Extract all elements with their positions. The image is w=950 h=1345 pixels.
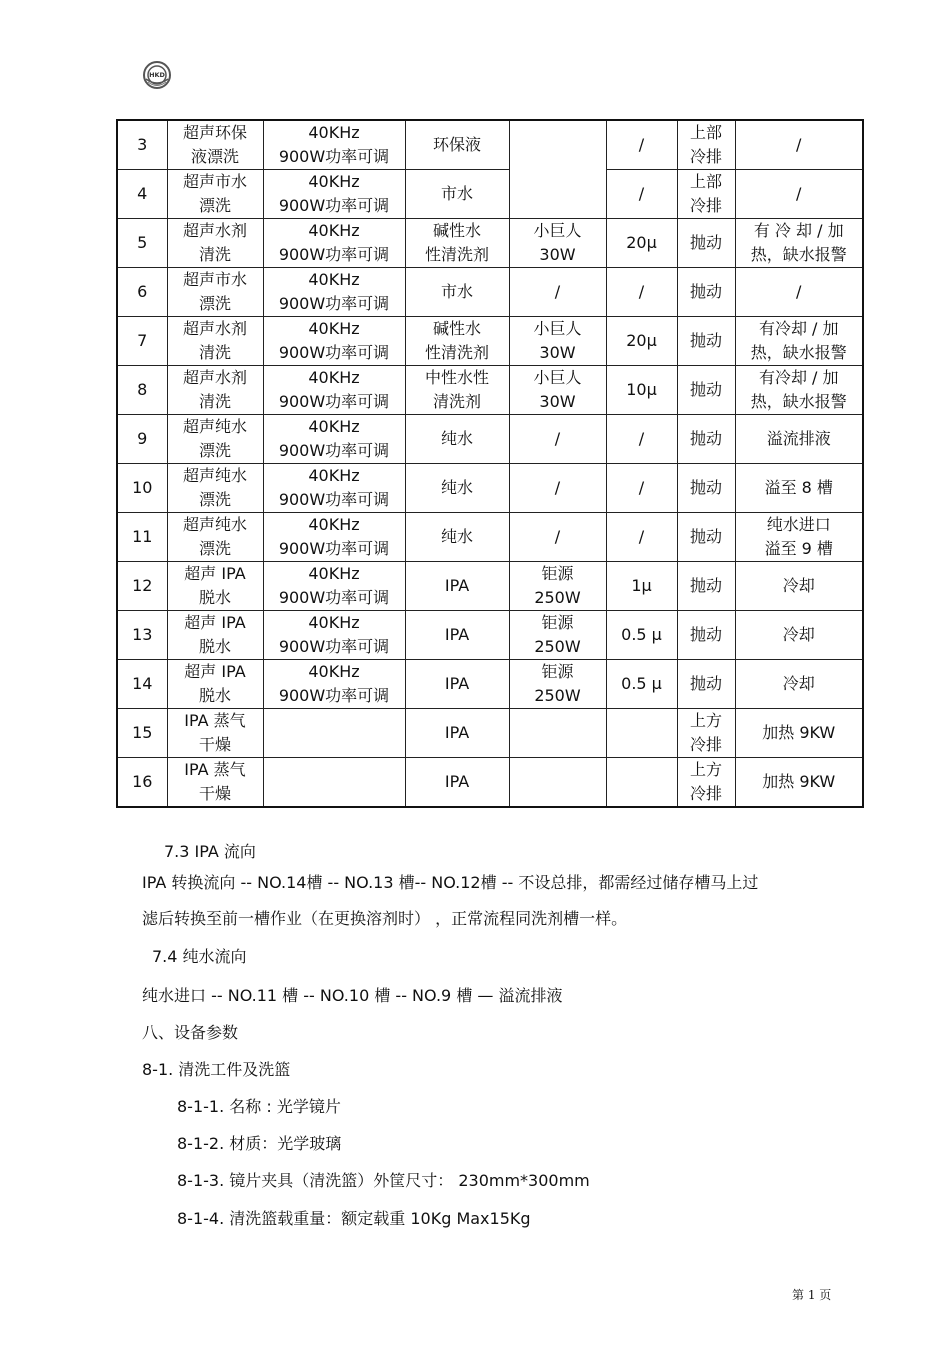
station-cell: 超声 IPA 脱水 (167, 611, 263, 660)
ultrasonic-cell: 40KHz 900W功率可调 (263, 464, 405, 513)
liquid-cell: IPA (405, 611, 509, 660)
table-row (117, 562, 863, 611)
table-row (117, 415, 863, 464)
tank-number-cell: 10 (117, 464, 167, 513)
table-row (117, 464, 863, 513)
tank-number-cell: 13 (117, 611, 167, 660)
motion-cell: 抛动 (677, 268, 735, 317)
station-cell: IPA 蒸气 干燥 (167, 709, 263, 758)
tank-number-cell: 16 (117, 758, 167, 808)
tank-number-cell: 11 (117, 513, 167, 562)
liquid-cell: 市水 (405, 170, 509, 219)
station-cell: 超声水剂 清洗 (167, 366, 263, 415)
motion-cell: 抛动 (677, 513, 735, 562)
precision-cell (606, 709, 677, 758)
tank-number-cell: 6 (117, 268, 167, 317)
section-7-3-line-1: IPA 转换流向 -- NO.14槽 -- NO.13 槽-- NO.12槽 -- 不设总排，都需经过储存槽马上过 (142, 873, 759, 892)
liquid-cell: 环保液 (405, 120, 509, 170)
tank-number-cell: 3 (117, 120, 167, 170)
filter-cell (509, 709, 606, 758)
tank-number-cell: 15 (117, 709, 167, 758)
station-cell: 超声纯水 漂洗 (167, 513, 263, 562)
liquid-cell: IPA (405, 758, 509, 808)
other-cell: 有冷却 / 加 热，缺水报警 (735, 366, 863, 415)
tank-number-cell: 9 (117, 415, 167, 464)
filter-cell: 钜源 250W (509, 562, 606, 611)
station-cell: 超声水剂 清洗 (167, 317, 263, 366)
ultrasonic-cell: 40KHz 900W功率可调 (263, 660, 405, 709)
precision-cell: / (606, 120, 677, 170)
station-cell: 超声 IPA 脱水 (167, 660, 263, 709)
ultrasonic-cell: 40KHz 900W功率可调 (263, 513, 405, 562)
other-cell: / (735, 268, 863, 317)
liquid-cell: IPA (405, 660, 509, 709)
motion-cell: 抛动 (677, 219, 735, 268)
liquid-cell: IPA (405, 562, 509, 611)
liquid-cell: 纯水 (405, 464, 509, 513)
tank-number-cell: 12 (117, 562, 167, 611)
table-row (117, 611, 863, 660)
liquid-cell: 市水 (405, 268, 509, 317)
tank-number-cell: 5 (117, 219, 167, 268)
item-8-1-4: 8-1-4. 清洗篮载重量：额定载重 10Kg Max15Kg (177, 1209, 531, 1228)
tank-number-cell: 4 (117, 170, 167, 219)
other-cell: 溢至 8 槽 (735, 464, 863, 513)
liquid-cell: 纯水 (405, 513, 509, 562)
tank-number-cell: 14 (117, 660, 167, 709)
precision-cell: / (606, 513, 677, 562)
motion-cell: 上方 冷排 (677, 709, 735, 758)
ultrasonic-cell: 40KHz 900W功率可调 (263, 611, 405, 660)
other-cell: 加热 9KW (735, 709, 863, 758)
section-8-title: 八、设备参数 (142, 1023, 239, 1042)
filter-cell: 小巨人 30W (509, 317, 606, 366)
item-8-1-2: 8-1-2. 材质：光学玻璃 (177, 1134, 342, 1153)
ultrasonic-cell: 40KHz 900W功率可调 (263, 317, 405, 366)
precision-cell: 1μ (606, 562, 677, 611)
filter-cell: / (509, 415, 606, 464)
motion-cell: 抛动 (677, 562, 735, 611)
filter-cell (509, 120, 606, 219)
ultrasonic-cell (263, 758, 405, 808)
precision-cell: / (606, 464, 677, 513)
liquid-cell: 纯水 (405, 415, 509, 464)
table-row (117, 758, 863, 808)
ultrasonic-cell: 40KHz 900W功率可调 (263, 219, 405, 268)
motion-cell: 抛动 (677, 366, 735, 415)
table-body (117, 120, 863, 807)
table-row (117, 268, 863, 317)
logo-text: HKD (149, 71, 165, 79)
section-7-4-line-1: 纯水进口 -- NO.11 槽 -- NO.10 槽 -- NO.9 槽 — 溢流排液 (142, 986, 563, 1005)
precision-cell (606, 758, 677, 808)
liquid-cell: 碱性水 性清洗剂 (405, 219, 509, 268)
item-8-1-3: 8-1-3. 镜片夹具（清洗篮）外筐尺寸： 230mm*300mm (177, 1171, 590, 1190)
station-cell: 超声纯水 漂洗 (167, 415, 263, 464)
other-cell: / (735, 170, 863, 219)
section-7-3-title: 7.3 IPA 流向 (164, 842, 256, 861)
filter-cell: 小巨人 30W (509, 366, 606, 415)
section-7-4-title: 7.4 纯水流向 (152, 947, 247, 966)
other-cell: 冷却 (735, 660, 863, 709)
table-row (117, 366, 863, 415)
station-cell: 超声 IPA 脱水 (167, 562, 263, 611)
filter-cell: / (509, 268, 606, 317)
liquid-cell: 中性水性 清洗剂 (405, 366, 509, 415)
equipment-table (116, 119, 864, 808)
other-cell: 纯水进口 溢至 9 槽 (735, 513, 863, 562)
other-cell: 冷却 (735, 611, 863, 660)
ultrasonic-cell: 40KHz 900W功率可调 (263, 366, 405, 415)
filter-cell: 钜源 250W (509, 660, 606, 709)
other-cell: 溢流排液 (735, 415, 863, 464)
other-cell: 有冷却 / 加 热，缺水报警 (735, 317, 863, 366)
liquid-cell: 碱性水 性清洗剂 (405, 317, 509, 366)
table-row (117, 317, 863, 366)
motion-cell: 抛动 (677, 660, 735, 709)
filter-cell (509, 758, 606, 808)
precision-cell: / (606, 170, 677, 219)
ultrasonic-cell: 40KHz 900W功率可调 (263, 120, 405, 170)
station-cell: 超声环保 液漂洗 (167, 120, 263, 170)
precision-cell: / (606, 268, 677, 317)
ultrasonic-cell (263, 709, 405, 758)
motion-cell: 上方 冷排 (677, 758, 735, 808)
company-logo (142, 60, 172, 90)
table-row (117, 170, 863, 219)
motion-cell: 上部 冷排 (677, 170, 735, 219)
liquid-cell: IPA (405, 709, 509, 758)
motion-cell: 上部 冷排 (677, 120, 735, 170)
section-7-3-line-2: 滤后转换至前一槽作业（在更换溶剂时） ，正常流程同洗剂槽一样。 (142, 909, 628, 928)
precision-cell: 20μ (606, 219, 677, 268)
motion-cell: 抛动 (677, 415, 735, 464)
ultrasonic-cell: 40KHz 900W功率可调 (263, 268, 405, 317)
section-8-1-title: 8-1. 清洗工件及洗篮 (142, 1060, 291, 1079)
ultrasonic-cell: 40KHz 900W功率可调 (263, 170, 405, 219)
filter-cell: / (509, 464, 606, 513)
other-cell: 冷却 (735, 562, 863, 611)
other-cell: 加热 9KW (735, 758, 863, 808)
ultrasonic-cell: 40KHz 900W功率可调 (263, 562, 405, 611)
filter-cell: 小巨人 30W (509, 219, 606, 268)
filter-cell: / (509, 513, 606, 562)
table-row (117, 219, 863, 268)
station-cell: 超声市水 漂洗 (167, 268, 263, 317)
table-row (117, 660, 863, 709)
precision-cell: 20μ (606, 317, 677, 366)
precision-cell: 0.5 μ (606, 611, 677, 660)
precision-cell: / (606, 415, 677, 464)
station-cell: 超声市水 漂洗 (167, 170, 263, 219)
station-cell: IPA 蒸气 干燥 (167, 758, 263, 808)
other-cell: / (735, 120, 863, 170)
table-row (117, 513, 863, 562)
table-row (117, 709, 863, 758)
filter-cell: 钜源 250W (509, 611, 606, 660)
ultrasonic-cell: 40KHz 900W功率可调 (263, 415, 405, 464)
motion-cell: 抛动 (677, 317, 735, 366)
motion-cell: 抛动 (677, 464, 735, 513)
table-row (117, 120, 863, 170)
precision-cell: 10μ (606, 366, 677, 415)
tank-number-cell: 8 (117, 366, 167, 415)
motion-cell: 抛动 (677, 611, 735, 660)
other-cell: 有 冷 却 / 加 热，缺水报警 (735, 219, 863, 268)
precision-cell: 0.5 μ (606, 660, 677, 709)
page-number: 第 1 页 (792, 1288, 832, 1302)
tank-number-cell: 7 (117, 317, 167, 366)
station-cell: 超声水剂 清洗 (167, 219, 263, 268)
item-8-1-1: 8-1-1. 名称 : 光学镜片 (177, 1097, 341, 1116)
station-cell: 超声纯水 漂洗 (167, 464, 263, 513)
